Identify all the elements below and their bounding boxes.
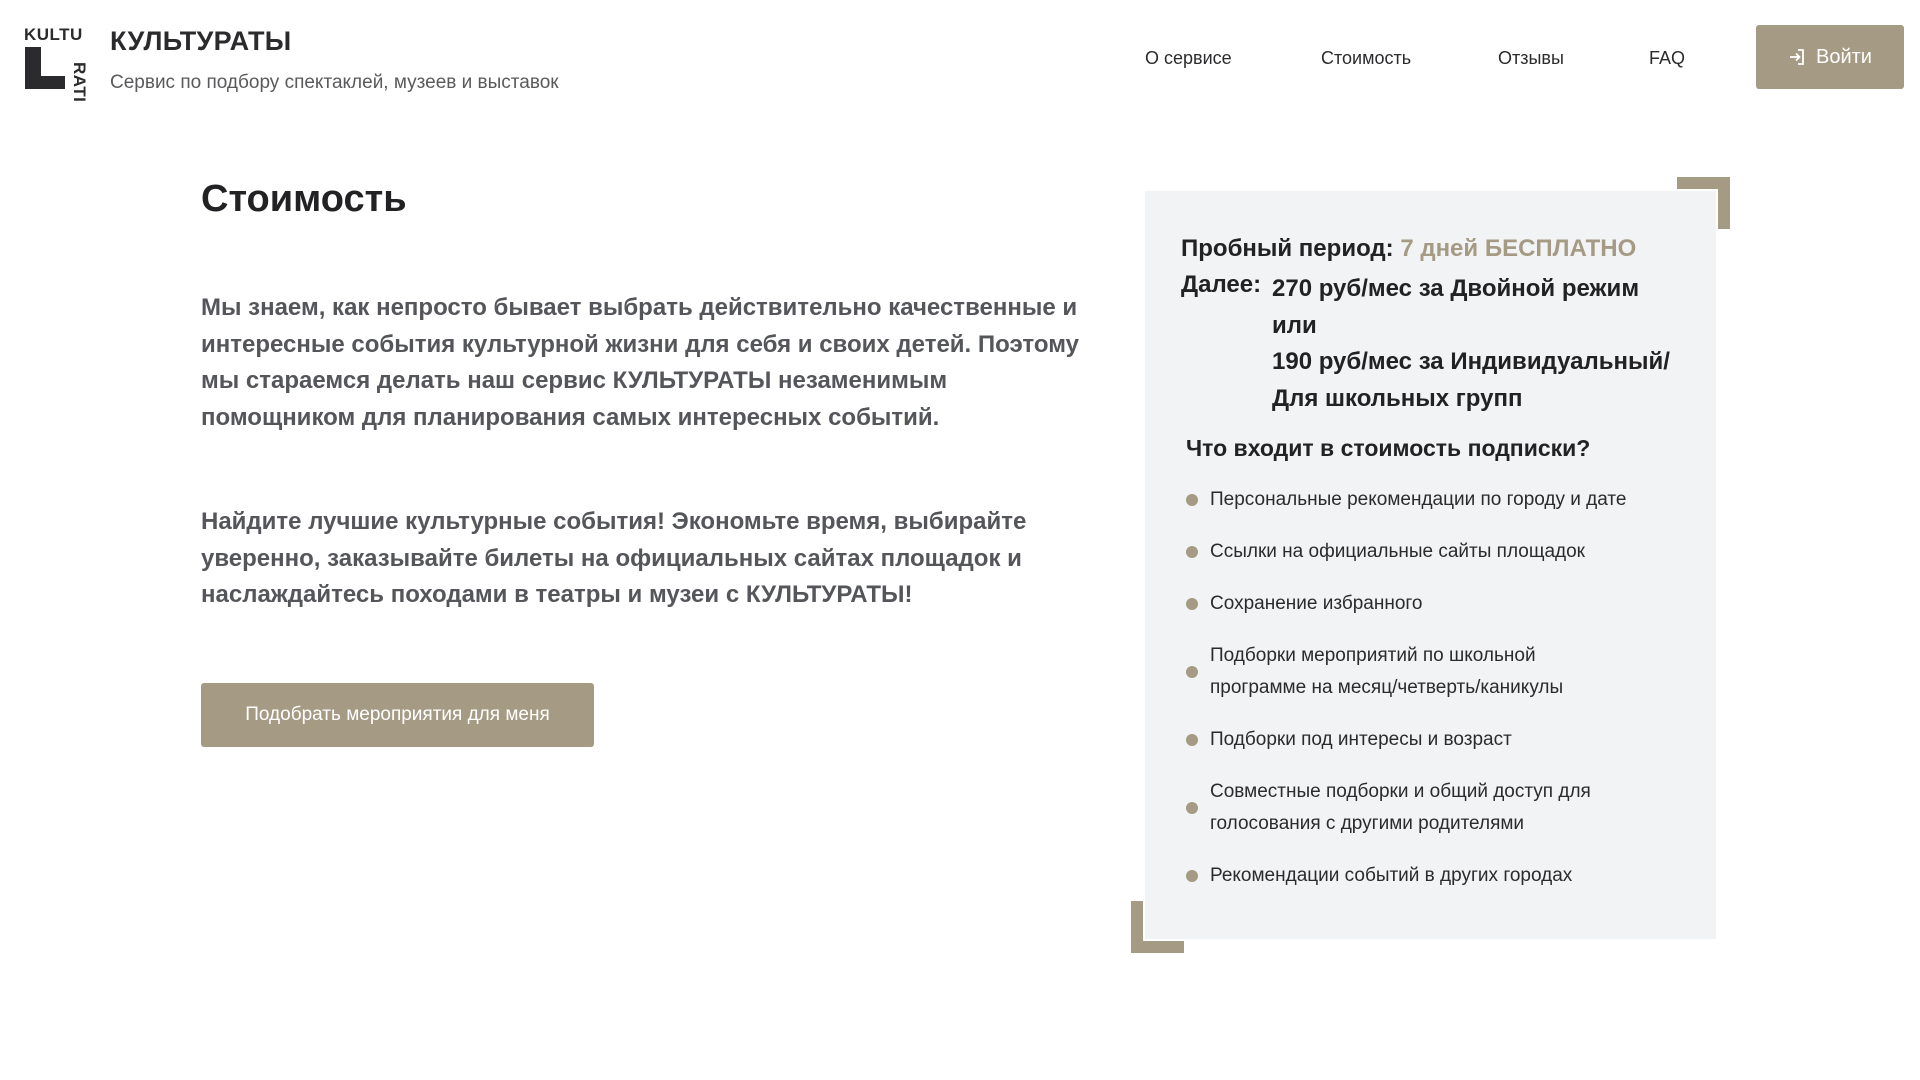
brand-tagline: Сервис по подбору спектаклей, музеев и выставок (110, 72, 559, 93)
login-button[interactable] (1756, 25, 1904, 89)
feature-text: Ссылки на официальные сайты площадок (1210, 541, 1585, 562)
feature-item (1186, 536, 1696, 568)
feature-item (1186, 640, 1616, 704)
price-line: 270 руб/мес за Двойной режим (1272, 275, 1640, 302)
bullet-icon (1186, 734, 1198, 746)
login-label: Войти (1816, 45, 1872, 68)
next-label: Далее: (1181, 271, 1262, 298)
pick-events-button[interactable]: Подобрать мероприятия для меня (201, 683, 594, 747)
nav-link-about[interactable]: О сервисе (1145, 48, 1232, 68)
nav-link-reviews[interactable]: Отзывы (1498, 48, 1564, 68)
feature-item (1186, 484, 1696, 516)
bullet-icon (1186, 802, 1198, 814)
price-line: Для школьных групп (1272, 384, 1523, 412)
feature-text: Подборки под интересы и возраст (1210, 729, 1512, 750)
feature-text: Подборки мероприятий по школьной программе на месяц/четверть/каникулы (1210, 645, 1564, 698)
price-line: или (1272, 311, 1317, 339)
price-lines (1272, 271, 1670, 417)
bullet-icon (1186, 494, 1198, 506)
logo[interactable] (24, 25, 89, 103)
pricing-card (1145, 191, 1716, 939)
trial-value: 7 дней БЕСПЛАТНО (1400, 235, 1637, 262)
bullet-icon (1186, 546, 1198, 558)
feature-text: Рекомендации событий в других городах (1210, 865, 1573, 886)
login-icon (1788, 48, 1806, 66)
includes-title: Что входит в стоимость подписки? (1186, 435, 1591, 461)
intro-paragraph: Мы знаем, как непросто бывает выбрать действительно качественные и интересные события культурной жизни для себя и своих детей. Поэтому мы стараемся делать наш сервис КУЛЬТУРАТЫ незаменимым помощником для планирования самых интересных событий. (201, 294, 1079, 431)
bullet-icon (1186, 870, 1198, 882)
page-title: Стоимость (201, 178, 407, 220)
nav-link-faq[interactable]: FAQ (1649, 48, 1686, 68)
logo-mark-horizontal (25, 76, 65, 89)
price-line: 190 руб/мес за Индивидуальный/ (1272, 348, 1670, 375)
nav-link-price[interactable]: Стоимость (1321, 48, 1412, 68)
bullet-icon (1186, 666, 1198, 678)
feature-item (1186, 724, 1696, 756)
feature-text: Сохранение избранного (1210, 593, 1423, 614)
feature-item (1186, 776, 1636, 840)
brand-name[interactable]: КУЛЬТУРАТЫ (110, 26, 292, 56)
trial-period (1181, 235, 1636, 263)
benefits-paragraph: Найдите лучшие культурные события! Экономьте время, выбирайте уверенно, заказывайте билеты на официальных сайтах площадок и наслаждайтесь походами в театры и музеи с КУЛЬТУРАТЫ! (201, 508, 1027, 608)
logo-text-side: RATI (70, 62, 89, 103)
feature-text: Совместные подборки и общий доступ для голосования с другими родителями (1210, 781, 1591, 834)
feature-item (1186, 860, 1696, 892)
trial-label: Пробный период: (1181, 235, 1394, 262)
logo-text-top: KULTU (24, 25, 83, 44)
bullet-icon (1186, 598, 1198, 610)
feature-text: Персональные рекомендации по городу и дате (1210, 489, 1627, 510)
feature-item (1186, 588, 1696, 620)
